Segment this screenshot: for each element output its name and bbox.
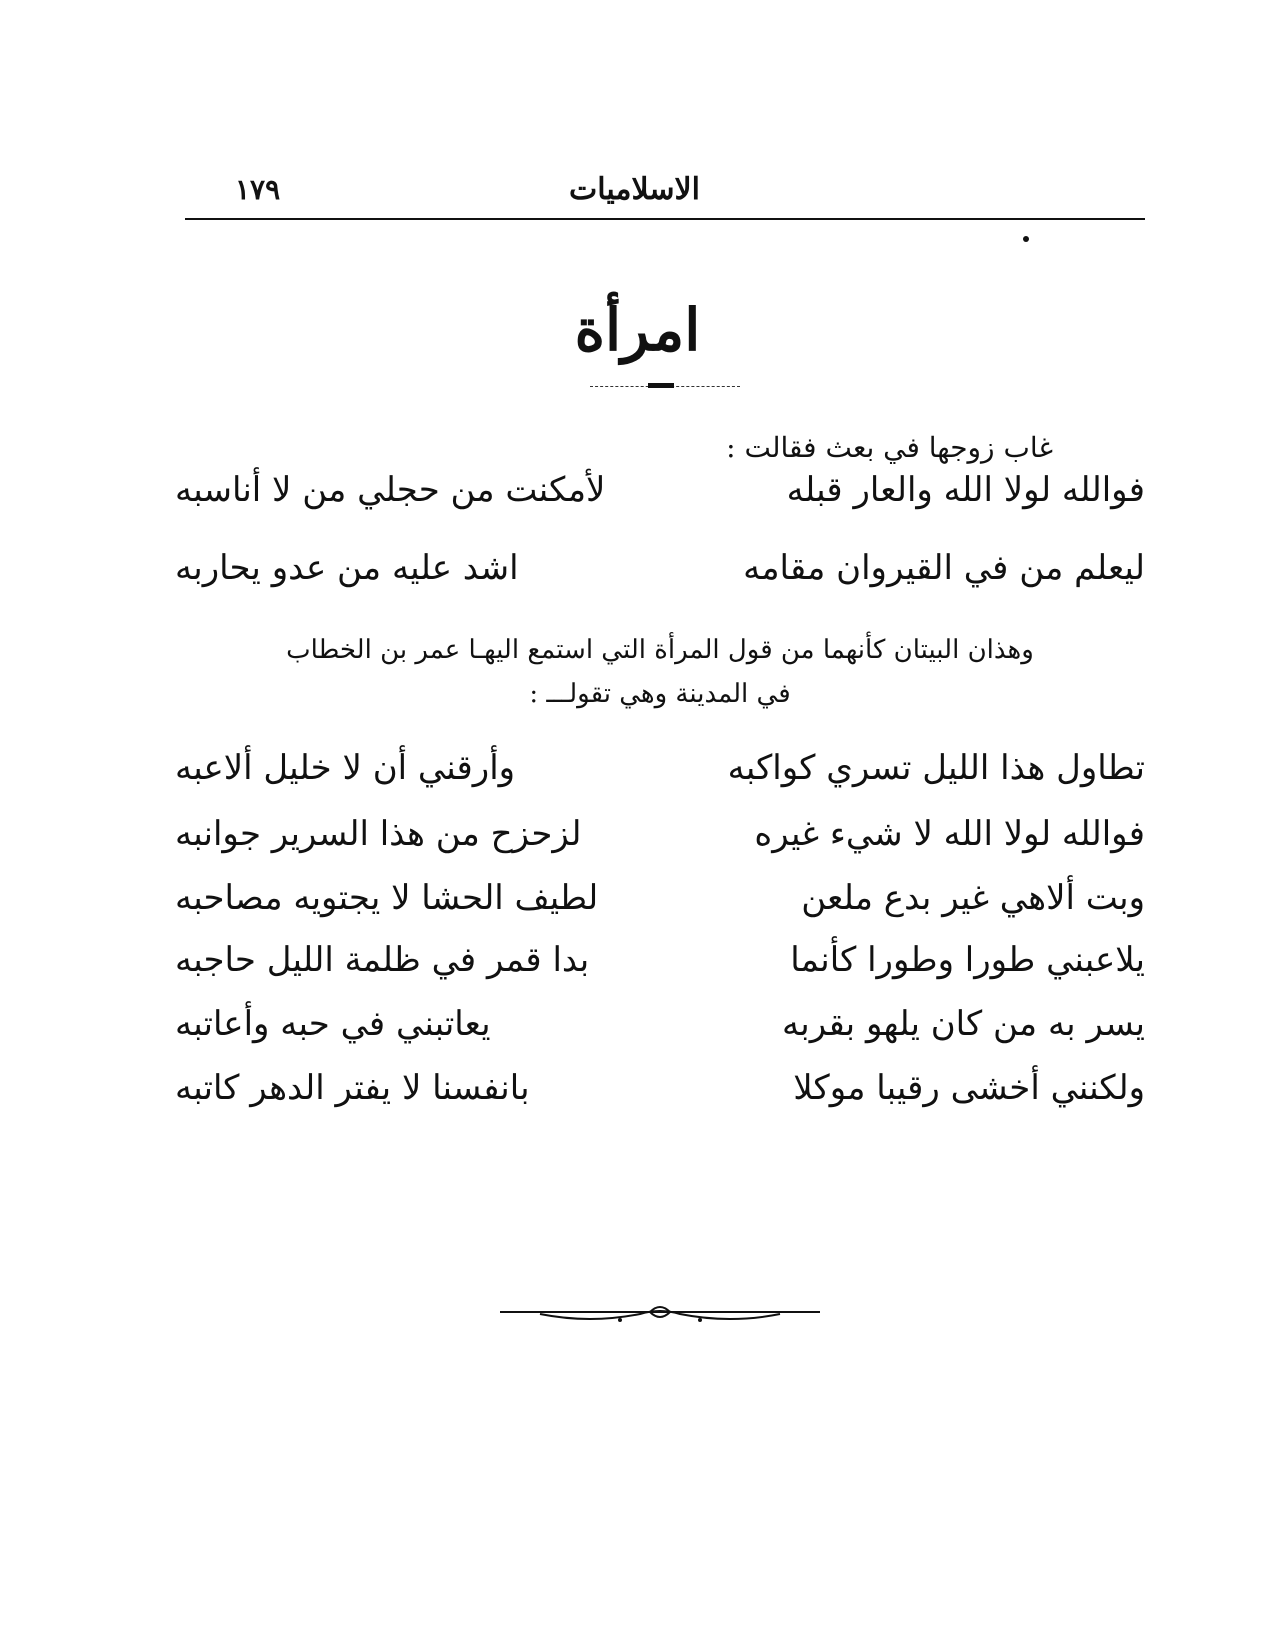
verse-first-hemistich: وبت ألاهي غير بدع ملعن [801,878,1145,918]
running-head [185,170,1145,220]
verse-second-hemistich: وأرقني أن لا خليل ألاعبه [175,748,516,788]
title-divider-mark [648,383,674,388]
verse-line [175,994,1145,1054]
verse-first-hemistich: ولكنني أخشى رقيبا موكلا [793,1068,1145,1108]
poem-title: امرأة [574,296,701,364]
verse-line [175,1058,1145,1118]
header-rule [185,218,1145,220]
verse-first-hemistich: تطاول هذا الليل تسري كواكبه [727,748,1145,788]
running-title: الاسلاميات [569,172,700,207]
note-line: وهذان البيتان كأنهما من قول المرأة التي استمع اليهـا عمر بن الخطاب [286,635,1034,665]
verse-line [175,738,1145,798]
ornament-divider [500,1300,820,1330]
verse-first-hemistich: فوالله لولا الله والعار قبله [786,470,1145,510]
intro-line: غاب زوجها في بعث فقالت : [726,431,1053,464]
verse-second-hemistich: لزحزح من هذا السرير جوانبه [175,814,582,854]
verse-second-hemistich: لأمكنت من حجلي من لا أناسبه [175,470,606,510]
verse-line [175,868,1145,928]
ink-dot [1023,236,1029,242]
verse-second-hemistich: اشد عليه من عدو يحاربه [175,548,519,588]
verse-first-hemistich: فوالله لولا الله لا شيء غيره [754,814,1145,854]
verse-line [175,538,1145,598]
note-line: في المدينة وهي تقولـــ : [529,679,791,709]
verse-first-hemistich: يسر به من كان يلهو بقربه [782,1004,1145,1044]
verse-second-hemistich: لطيف الحشا لا يجتويه مصاحبه [175,878,599,918]
verse-second-hemistich: بدا قمر في ظلمة الليل حاجبه [175,940,590,980]
verse-line [175,930,1145,990]
verse-second-hemistich: بانفسنا لا يفتر الدهر كاتبه [175,1068,530,1108]
verse-first-hemistich: يلاعبني طورا وطورا كأنما [790,940,1145,980]
verse-line [175,460,1145,520]
verse-line [175,804,1145,864]
verse-second-hemistich: يعاتبني في حبه وأعاتبه [175,1004,491,1044]
verse-first-hemistich: ليعلم من في القيروان مقامه [743,548,1145,588]
page-number: ١٧٩ [235,173,281,206]
